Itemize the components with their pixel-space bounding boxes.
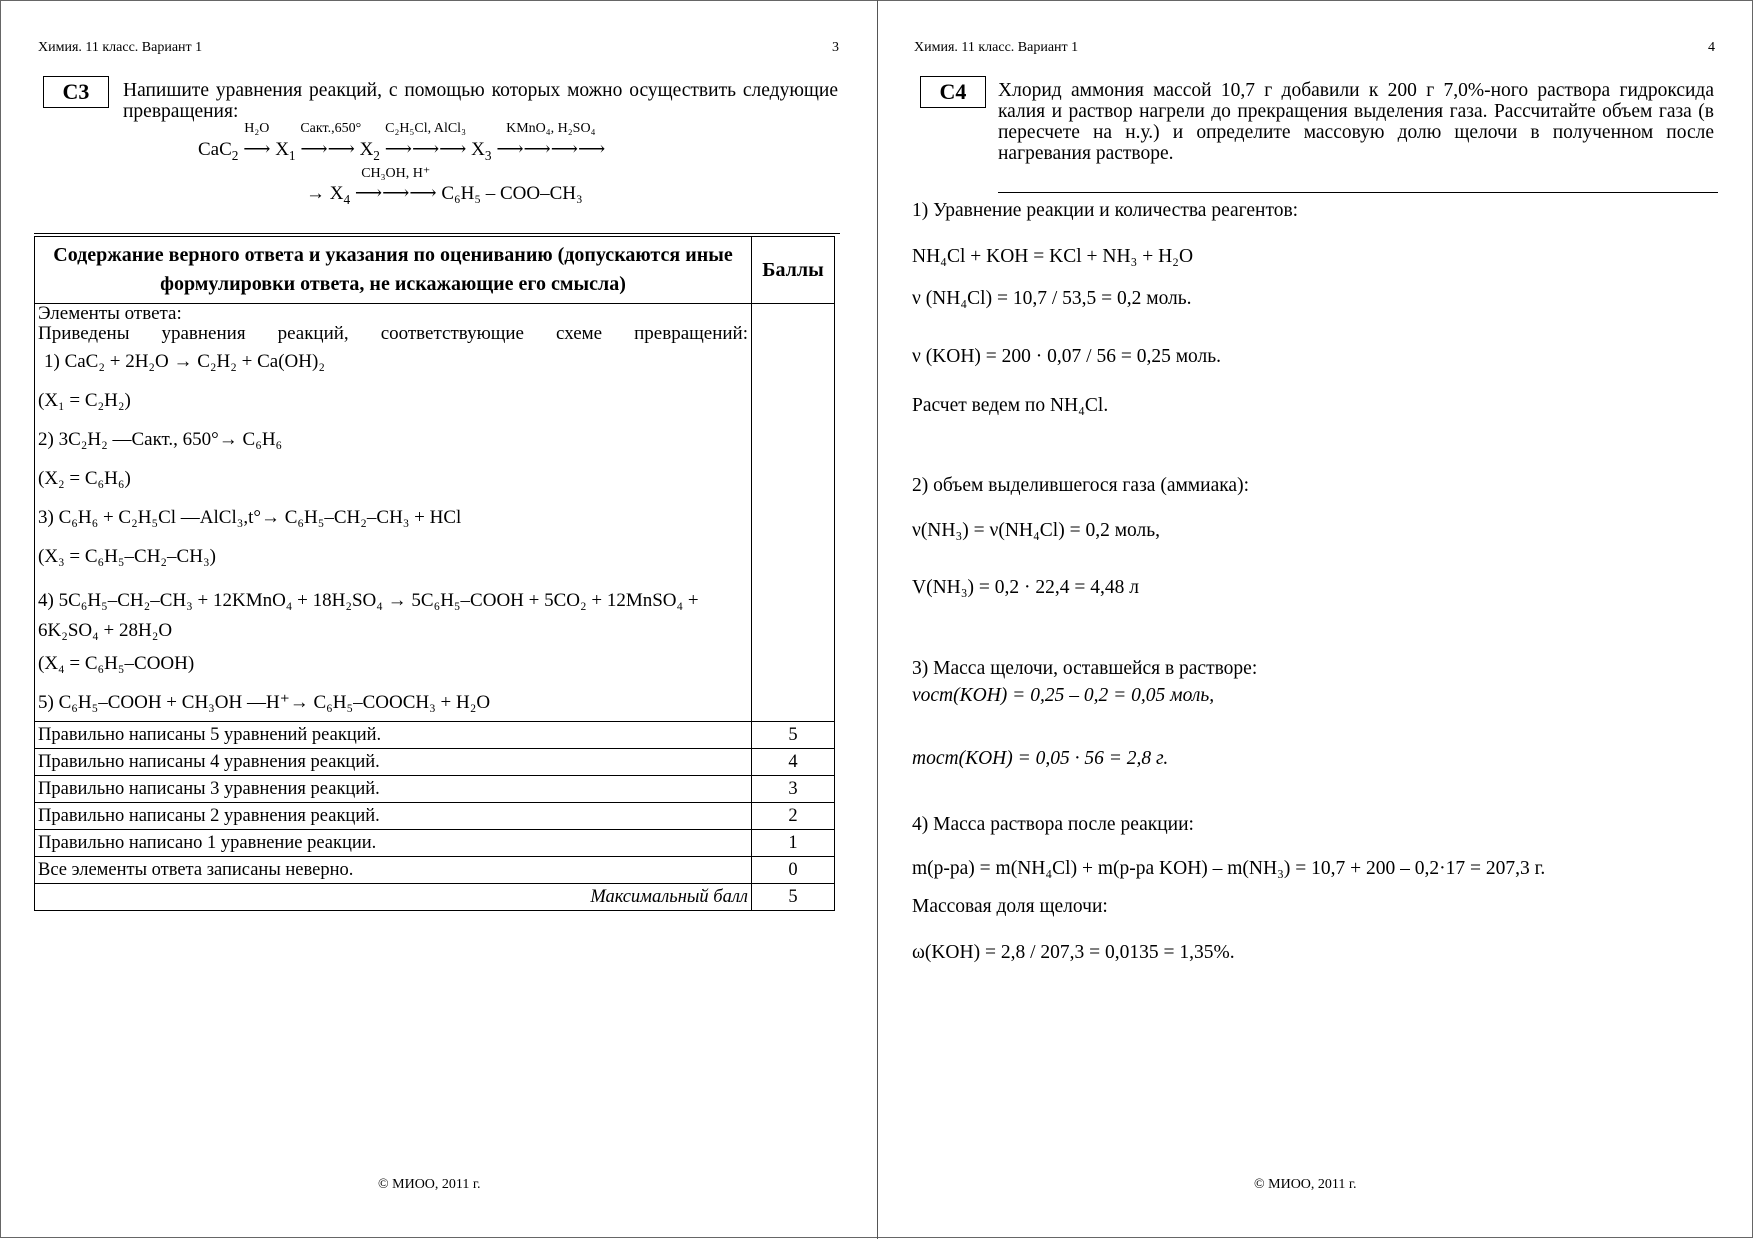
criteria-points: 0 (752, 857, 835, 884)
criteria-row (35, 722, 835, 749)
criteria-row (35, 803, 835, 830)
criteria-text: Правильно написаны 3 уравнения реакций. (35, 776, 752, 803)
scheme-arrow-3: C₂H₅Cl, AlCl₃ ⟶⟶⟶ (384, 121, 467, 160)
criteria-row (35, 749, 835, 776)
divider-line (34, 233, 840, 234)
criteria-points: 5 (752, 722, 835, 749)
divider-line (998, 192, 1718, 193)
solution-line: 1) Уравнение реакции и количества реагентов: (912, 200, 1299, 221)
answer-elements-row (35, 304, 835, 722)
scheme-start: CaC (198, 139, 232, 160)
task-label: С3 (43, 76, 109, 108)
answer-line: 1) CaC₂ + 2H₂O → C₂H₂ + Ca(OH)₂ (44, 351, 325, 372)
scheme-x2: X (359, 139, 374, 160)
solution-line: m(р-ра) = m(NH₄Cl) + m(р-ра KOH) – m(NH₃) = 10,7 + 200 – 0,2·17 = 207,3 г. (912, 858, 1546, 879)
answer-line: 2) 3C₂H₂ —Cакт., 650°→ C₆H₆ (38, 429, 283, 450)
answer-line: (X₂ = C₆H₆) (38, 468, 131, 489)
solution-line: 4) Масса раствора после реакции: (912, 814, 1194, 835)
page-number: 3 (832, 40, 839, 55)
solution-line: ν (NH₄Cl) = 10,7 / 53,5 = 0,2 моль. (912, 288, 1192, 309)
scheme-end: C₆H₅ – COO–CH₃ (441, 183, 583, 204)
task-label: С4 (920, 76, 986, 108)
solution-line: Расчет ведем по NH₄Cl. (912, 395, 1109, 416)
solution-line: NH₄Cl + KOH = KCl + NH₃ + H₂O (912, 246, 1194, 267)
criteria-points: 4 (752, 749, 835, 776)
answer-table (34, 236, 835, 911)
page-header: Химия. 11 класс. Вариант 1 (38, 40, 203, 55)
table-header-row (35, 237, 835, 304)
max-score-row (35, 884, 835, 911)
right-page (878, 0, 1754, 1239)
criteria-points: 3 (752, 776, 835, 803)
scheme-arrow-2: Cакт.,650° ⟶⟶ (300, 121, 362, 160)
transformation-scheme-line-1: CaC$_2$ H₂O ⟶ $X_1$ Cакт.,650° ⟶⟶ $X_2$ C₂H₅Cl, AlCl₃ ⟶⟶⟶ $X_3$ KMnO₄, H₂SO₄ ⟶⟶⟶⟶ (198, 121, 606, 163)
criteria-row (35, 857, 835, 884)
header-content: Содержание верного ответа и указания по оцениванию (допускаются иные формулировки ответа, не искажающие его смысла) (35, 237, 752, 304)
solution-line: ν (KOH) = 200 · 0,07 / 56 = 0,25 моль. (912, 346, 1222, 367)
scheme-arrow-4: KMnO₄, H₂SO₄ ⟶⟶⟶⟶ (496, 121, 606, 160)
answer-line: (X₃ = C₆H₅–CH₂–CH₃) (38, 546, 216, 567)
solution-line: ω(KOH) = 2,8 / 207,3 = 0,0135 = 1,35%. (912, 942, 1235, 963)
criteria-text: Все элементы ответа записаны неверно. (35, 857, 752, 884)
max-score-label: Максимальный балл (35, 884, 752, 911)
task-text: Напишите уравнения реакций, с помощью которых можно осуществить следующие превращения: (123, 80, 838, 122)
solution-line: Массовая доля щелочи: (912, 896, 1108, 917)
page-number: 4 (1708, 40, 1715, 55)
page-footer: © МИОО, 2011 г. (1254, 1177, 1357, 1192)
answer-line: (X₄ = C₆H₅–COOH) (38, 653, 195, 674)
solution-line: V(NH₃) = 0,2 · 22,4 = 4,48 л (912, 577, 1140, 598)
criteria-row (35, 776, 835, 803)
max-score-value: 5 (752, 884, 835, 911)
answer-line: 3) C₆H₆ + C₂H₅Cl —AlCl₃,t°→ C₆H₅–CH₂–CH₃ + HCl (38, 507, 462, 528)
solution-line: ν(NH₃) = ν(NH₄Cl) = 0,2 моль, (912, 520, 1161, 541)
scheme-x3: X (471, 139, 485, 160)
answer-line: (X₁ = C₂H₂) (38, 390, 131, 411)
task-text: Хлорид аммония массой 10,7 г добавили к 200 г 7,0%-ного раствора гидроксида калия и раствор нагрели до прекращения выделения газа. Рассчитайте объем газа (в пересчете на н.у.) и определите массовую долю щелочи в полученном после нагревания растворе. (998, 80, 1714, 164)
page-footer: © МИОО, 2011 г. (378, 1177, 481, 1192)
solution-line: νост(KOH) = 0,25 – 0,2 = 0,05 моль, (912, 685, 1215, 706)
page-header: Химия. 11 класс. Вариант 1 (914, 40, 1079, 55)
transformation-scheme-line-2: → $X_4$ CH₃OH, H⁺ ⟶⟶⟶ C₆H₅ – COO–CH₃ (306, 166, 583, 207)
elements-intro: Приведены уравнения реакций, соответствующие схеме превращений: (38, 323, 748, 344)
criteria-text: Правильно написано 1 уравнение реакции. (35, 830, 752, 857)
criteria-points: 2 (752, 803, 835, 830)
answer-line: 4) 5C₆H₅–CH₂–CH₃ + 12KMnO₄ + 18H₂SO₄ → 5C₆H₅–COOH + 5CO₂ + 12MnSO₄ + 6K₂SO₄ + 28H₂O (38, 590, 699, 641)
scheme-x4: X (329, 183, 344, 204)
solution-line: 3) Масса щелочи, оставшейся в растворе: (912, 658, 1258, 679)
scheme-x1: X (275, 139, 289, 160)
solution-line: 2) объем выделившегося газа (аммиака): (912, 475, 1249, 496)
header-points: Баллы (752, 237, 835, 304)
answer-line: 5) C₆H₅–COOH + CH₃OH —H⁺→ C₆H₅–COOCH₃ + H₂O (38, 692, 491, 713)
scheme-arrow-5: CH₃OH, H⁺ ⟶⟶⟶ (354, 166, 437, 204)
answer-elements (35, 304, 752, 722)
solution-line: mост(KOH) = 0,05 · 56 = 2,8 г. (912, 748, 1169, 769)
criteria-text: Правильно написаны 2 уравнения реакций. (35, 803, 752, 830)
scheme-arrow-1: H₂O ⟶ (243, 121, 271, 160)
criteria-row (35, 830, 835, 857)
elements-label: Элементы ответа: (38, 303, 182, 324)
criteria-points: 1 (752, 830, 835, 857)
criteria-text: Правильно написаны 5 уравнений реакций. (35, 722, 752, 749)
criteria-text: Правильно написаны 4 уравнения реакций. (35, 749, 752, 776)
